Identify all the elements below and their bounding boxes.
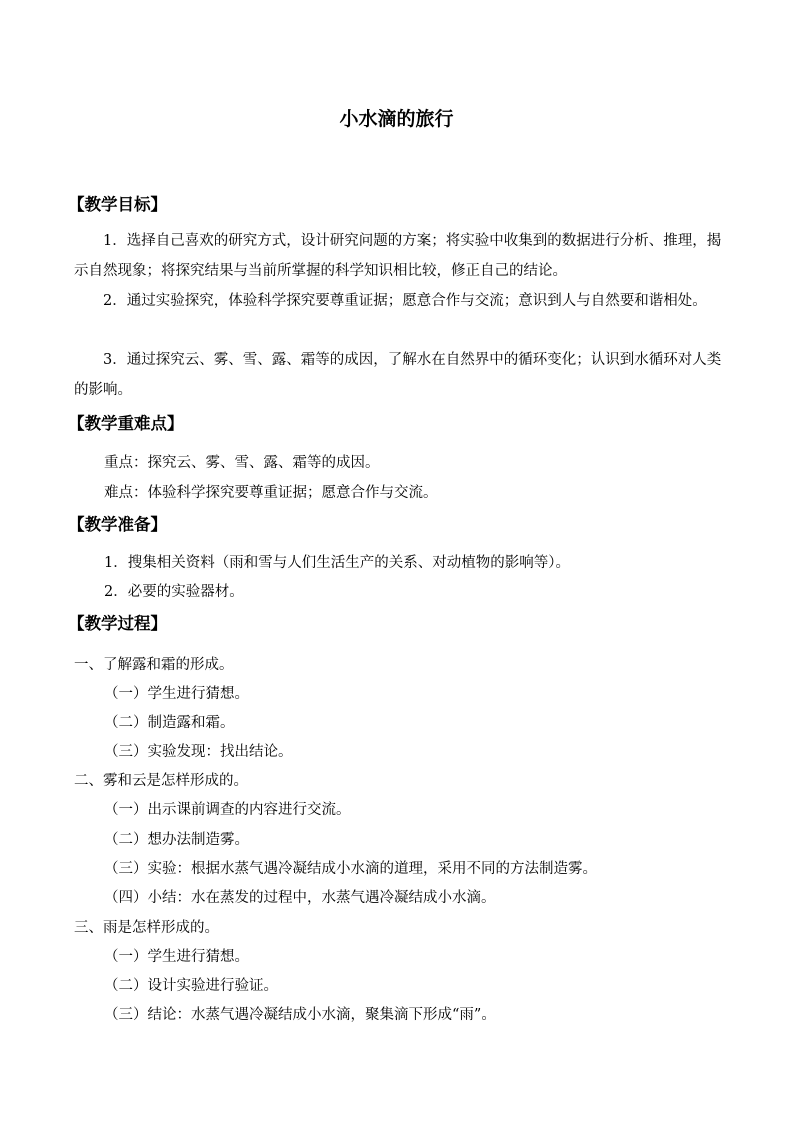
process-part-2-step-1: （一）出示课前调查的内容进行交流。 [104, 802, 351, 818]
preparation-item-2: 2．必要的实验器材。 [104, 584, 244, 600]
section-heading-preparation: 【教学准备】 [68, 515, 167, 534]
section-heading-keypoints: 【教学重难点】 [68, 414, 184, 433]
section-heading-goals: 【教学目标】 [68, 195, 167, 214]
preparation-item-1: 1．搜集相关资料（雨和雪与人们生活生产的关系、对动植物的影响等）。 [104, 555, 570, 571]
goal-item-3: 3．通过探究云、雾、雪、露、霜等的成因，了解水在自然界中的循环变化；认识到水循环对人类的影响。 [74, 352, 722, 398]
page-title: 小水滴的旅行 [339, 108, 454, 130]
keypoint-difficulty: 难点：体验科学探究要尊重证据；愿意合作与交流。 [104, 485, 438, 501]
process-part-2-step-2: （二）想办法制造雾。 [104, 832, 249, 848]
process-part-3-step-2: （二）设计实验进行验证。 [104, 978, 278, 994]
process-part-2-title: 二、雾和云是怎样形成的。 [74, 773, 248, 789]
section-heading-process: 【教学过程】 [68, 614, 167, 633]
process-part-2-step-3: （三）实验：根据水蒸气遇冷凝结成小水滴的道理，采用不同的方法制造雾。 [104, 861, 597, 877]
process-part-1-title: 一、了解露和霜的形成。 [74, 657, 234, 673]
process-part-2-step-4: （四）小结：水在蒸发的过程中，水蒸气遇冷凝结成小水滴。 [104, 890, 496, 906]
process-part-3-step-1: （一）学生进行猜想。 [104, 949, 249, 965]
process-part-3-step-3: （三）结论：水蒸气遇冷凝结成小水滴，聚集滴下形成“雨”。 [104, 1007, 496, 1023]
goal-item-1: 1．选择自己喜欢的研究方式，设计研究问题的方案；将实验中收集到的数据进行分析、推理，揭示自然现象；将探究结果与当前所掌握的科学知识相比较，修正自己的结论。 [74, 233, 722, 279]
process-part-1-step-2: （二）制造露和霜。 [104, 715, 235, 731]
process-part-1-step-3: （三）实验发现：找出结论。 [104, 744, 293, 760]
goal-item-2: 2．通过实验探究，体验科学探究要尊重证据；愿意合作与交流；意识到人与自然要和谐相处。 [103, 293, 707, 309]
process-part-3-title: 三、雨是怎样形成的。 [74, 920, 219, 936]
keypoint-focus: 重点：探究云、雾、雪、露、霜等的成因。 [104, 455, 380, 471]
process-part-1-step-1: （一）学生进行猜想。 [104, 686, 249, 702]
